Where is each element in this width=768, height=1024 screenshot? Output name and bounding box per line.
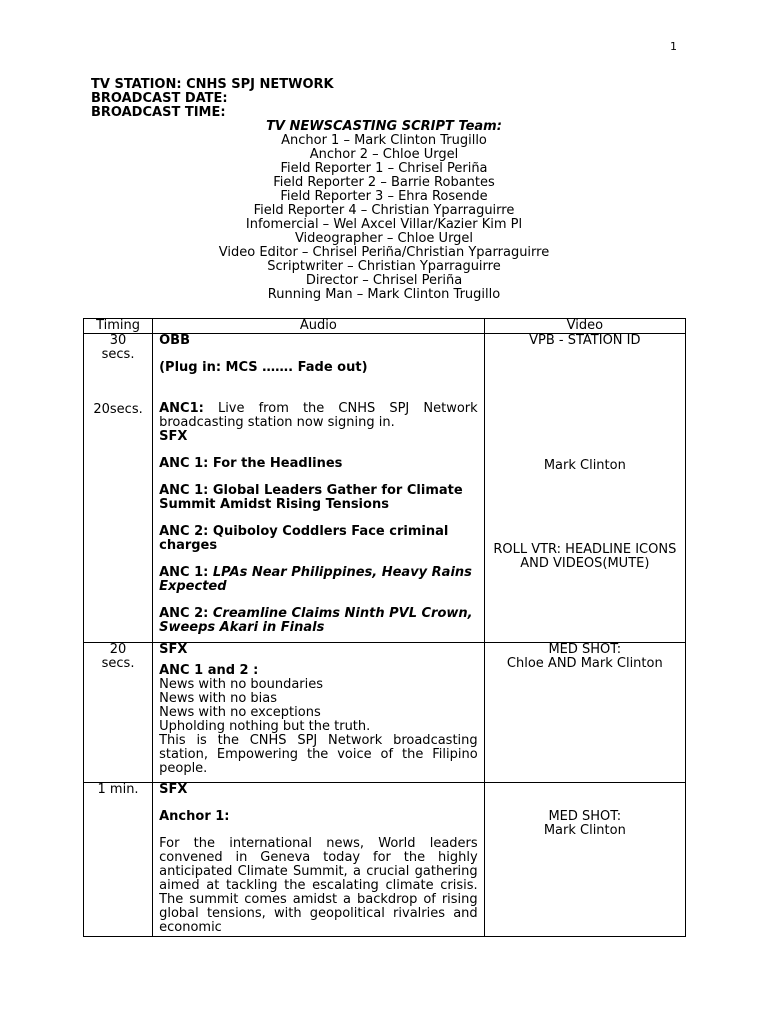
broadcast-time-line: BROADCAST TIME: [91, 105, 226, 120]
timing-value: 20 secs. [101, 642, 135, 671]
video-cue: Mark Clinton [543, 458, 626, 473]
script-table [83, 318, 686, 937]
audio-cell [153, 334, 485, 643]
team-member: Anchor 1 – Mark Clinton Trugillo [281, 133, 487, 148]
header-timing: Timing [84, 319, 153, 334]
video-cell [484, 643, 685, 783]
page-number: 1 [670, 40, 677, 53]
plugin-cue: (Plug in: MCS ……. Fade out) [159, 360, 368, 375]
video-cue: VPB - STATION ID [529, 333, 641, 348]
headlines-intro: ANC 1: For the Headlines [159, 456, 343, 471]
team-member: Video Editor – Chrisel Periña/Christian Yparraguirre [218, 245, 550, 260]
team-member: Field Reporter 4 – Christian Yparraguirre [253, 203, 515, 218]
timing-cell [84, 643, 153, 783]
header-video: Video [484, 319, 685, 334]
timing-value: 30 secs. [101, 333, 135, 362]
sfx-cue: SFX [159, 642, 188, 657]
news-body: For the international news, World leaders convened in Geneva today for the highly anticipated Climate Summit, a crucial gathering aimed at tackling the escalating climate crisis. The summit comes amidst a backdrop of rising global tensions, with geopolitical rivalries and economic [159, 836, 478, 935]
anc1-signon: ANC1: Live from the CNHS SPJ Network broadcasting station now signing in. [159, 401, 478, 430]
table-row [84, 783, 686, 937]
anchor-cue: Anchor 1: [159, 809, 230, 824]
closing-line: This is the CNHS SPJ Network broadcasting station, Empowering the voice of the Filipino people. [159, 733, 478, 776]
anchors-cue: ANC 1 and 2 : [159, 663, 259, 678]
headline-item: ANC 2: Quiboloy Coddlers Face criminal charges [159, 524, 449, 553]
broadcast-date-line: BROADCAST DATE: [91, 91, 228, 106]
table-header-row [84, 319, 686, 334]
script-header [91, 78, 334, 120]
team-member: Director – Chrisel Periña [305, 273, 463, 288]
video-cue: ROLL VTR: HEADLINE ICONS AND VIDEOS(MUTE) [493, 542, 677, 571]
tagline-line: News with no bias [159, 691, 278, 706]
video-cue: MED SHOT: [548, 642, 622, 657]
header-audio: Audio [153, 319, 485, 334]
video-cell [484, 783, 685, 937]
headline-item: ANC 1: LPAs Near Philippines, Heavy Rains Expected [159, 565, 472, 594]
team-member: Field Reporter 2 – Barrie Robantes [273, 175, 495, 190]
tagline-line: News with no boundaries [159, 677, 324, 692]
team-title: TV NEWSCASTING SCRIPT Team: [266, 119, 502, 134]
headline-item: ANC 1: Global Leaders Gather for Climate Summit Amidst Rising Tensions [159, 483, 463, 512]
team-member: Anchor 2 – Chloe Urgel [309, 147, 459, 162]
video-cue: MED SHOT: [548, 809, 622, 824]
team-member: Videographer – Chloe Urgel [294, 231, 474, 246]
video-cue: Mark Clinton [543, 823, 626, 838]
audio-cell [153, 783, 485, 937]
tagline-line: Upholding nothing but the truth. [159, 719, 371, 734]
team-member: Field Reporter 1 – Chrisel Periña [280, 161, 488, 176]
timing-cell [84, 783, 153, 937]
station-line: TV STATION: CNHS SPJ NETWORK [91, 77, 334, 92]
headline-item: ANC 2: Creamline Claims Ninth PVL Crown, Sweeps Akari in Finals [159, 606, 473, 635]
team-member: Infomercial – Wel Axcel Villar/Kazier Kim Pl [245, 217, 523, 232]
timing-value: 20secs. [93, 402, 143, 417]
tagline-line: News with no exceptions [159, 705, 321, 720]
team-block [84, 120, 684, 302]
team-member: Scriptwriter – Christian Yparraguirre [267, 259, 501, 274]
sfx-cue: SFX [159, 782, 188, 797]
team-member: Field Reporter 3 – Ehra Rosende [280, 189, 488, 204]
timing-value: 1 min. [97, 782, 139, 797]
video-cell [484, 334, 685, 643]
team-member: Running Man – Mark Clinton Trugillo [267, 287, 501, 302]
video-cue: Chloe AND Mark Clinton [506, 656, 663, 671]
audio-cell [153, 643, 485, 783]
obb-cue: OBB [159, 333, 190, 348]
timing-cell [84, 334, 153, 643]
table-row [84, 643, 686, 783]
sfx-cue: SFX [159, 429, 188, 444]
table-row [84, 334, 686, 643]
